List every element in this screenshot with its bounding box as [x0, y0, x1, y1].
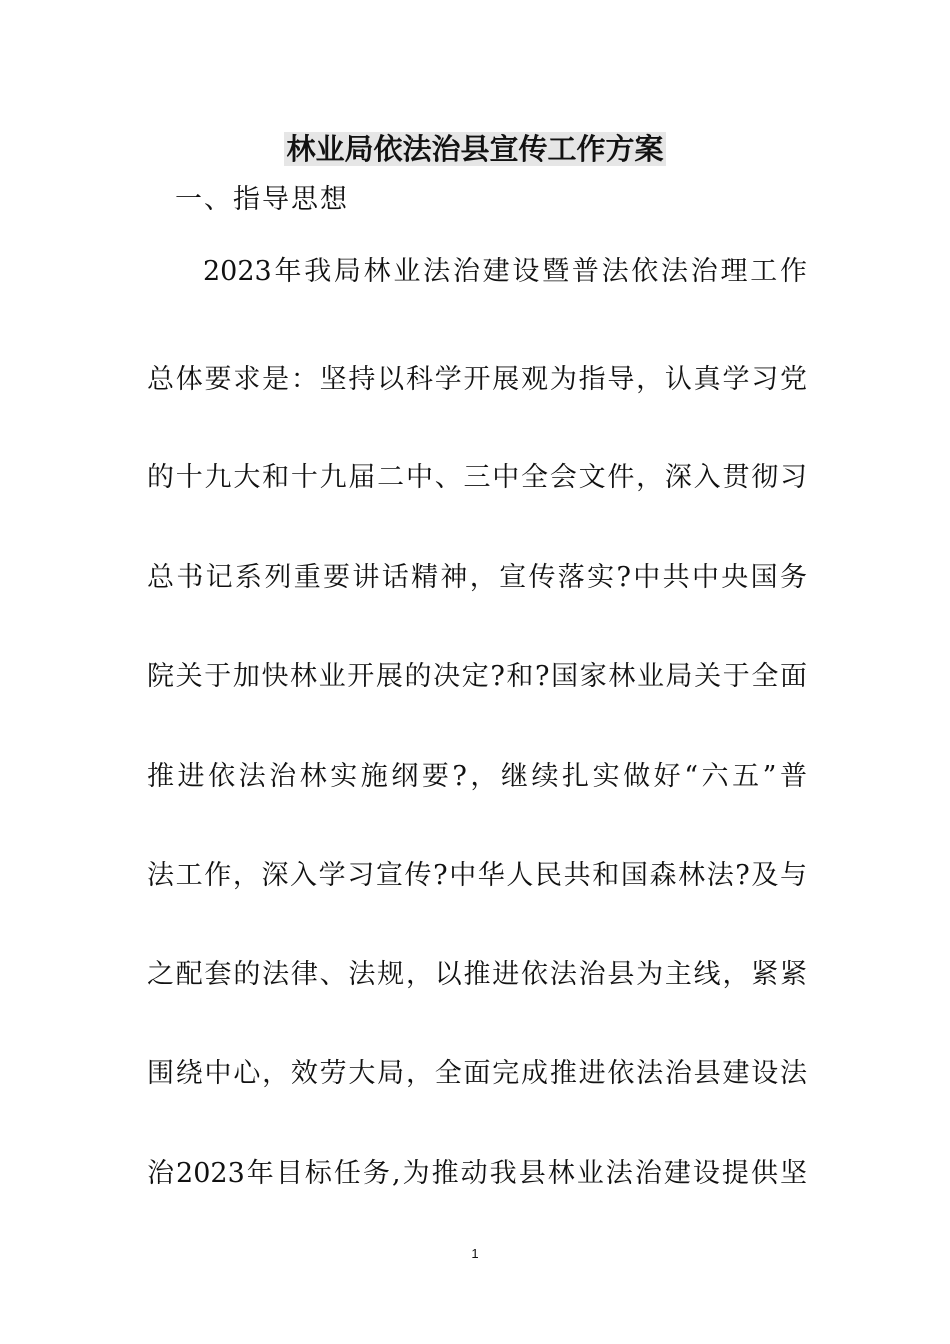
paragraph-line: 推进依法治林实施纲要?，继续扎实做好“六五”普	[147, 761, 807, 792]
page-number: 1	[471, 1246, 479, 1261]
paragraph-line: 的十九大和十九届二中、三中全会文件，深入贯彻习	[147, 462, 807, 493]
paragraph-line: 2023年我局林业法治建设暨普法依法治理工作	[203, 256, 807, 287]
paragraph-line: 总体要求是：坚持以科学开展观为指导，认真学习党	[147, 364, 807, 395]
paragraph-line: 围绕中心，效劳大局，全面完成推进依法治县建设法	[147, 1058, 807, 1089]
paragraph-line: 治2023年目标任务,为推动我县林业法治建设提供坚	[147, 1158, 807, 1189]
paragraph-line: 法工作，深入学习宣传?中华人民共和国森林法?及与	[147, 860, 807, 891]
document-title	[0, 127, 950, 171]
paragraph-line: 之配套的法律、法规，以推进依法治县为主线，紧紧	[147, 959, 807, 990]
document-title-text: 林业局依法治县宣传工作方案	[286, 132, 664, 166]
paragraph-line: 总书记系列重要讲话精神，宣传落实?中共中央国务	[147, 562, 807, 593]
paragraph-line: 院关于加快林业开展的决定?和?国家林业局关于全面	[147, 661, 807, 692]
section-heading: 一、指导思想	[175, 184, 349, 215]
